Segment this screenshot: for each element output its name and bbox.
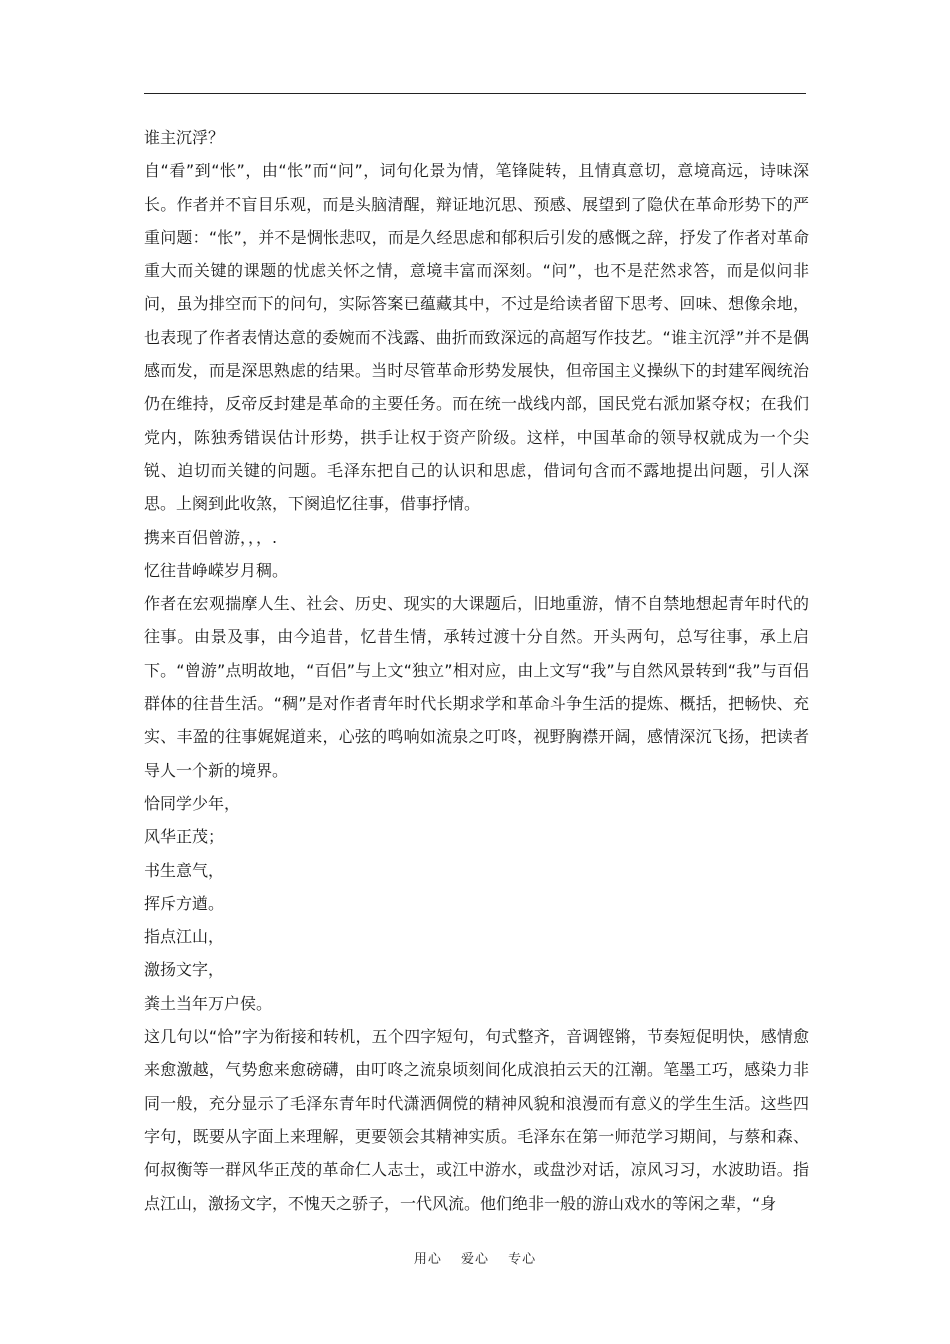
- paragraph: 谁主沉浮？: [144, 128, 225, 147]
- document-body: [144, 121, 809, 1220]
- paragraph: 挥斥方遒。: [144, 893, 225, 913]
- paragraph: 指点江山，: [144, 927, 225, 947]
- paragraph: 激扬文字，: [144, 960, 225, 980]
- paragraph: 自“看”到“怅”，由“怅”而“问”，词句化景为情，笔锋陡转，且情真意切，意境高远，诗味深长。作者并不盲目乐观，而是头脑清醒，辩证地沉思、预感、展望到了隐伏在革命形势下的严重问题：“怅”，并不是惆怅悲叹，而是久经思虑和郁积后引发的感慨之辞，抒发了作者对革命重大而关键的课题的忧虑关怀之情，意境丰富而深刻。“问”，也不是茫然求答，而是似问非问，虽为排空而下的问句，实际答案已蕴藏其中，不过是给读者留下思考、回味、想像余地，也表现了作者表情达意的委婉而不浅露、曲折而致深远的高超写作技艺。“谁主沉浮”并不是偶感而发，而是深思熟虑的结果。当时尽管革命形势发展快，但帝国主义操纵下的封建军阀统治仍在维持，反帝反封建是革命的主要任务。而在统一战线内部，国民党右派加紧夺权；在我们党内，陈独秀错误估计形势，拱手让权于资产阶级。这样，中国革命的领导权就成为一个尖锐、迫切而关键的问题。毛泽东把自己的认识和思虑，借词句含而不露地提出问题，引人深思。上阕到此收煞，下阕追忆往事，借事抒情。: [144, 161, 809, 514]
- paragraph: 风华正茂；: [144, 827, 225, 847]
- page-footer: 用心 爱心 专心: [413, 1252, 537, 1267]
- paragraph: 携来百侣曾游，，，.: [144, 527, 278, 547]
- header-rule: [144, 93, 806, 94]
- paragraph: 恰同学少年，: [144, 793, 241, 813]
- paragraph: 忆往昔峥嵘岁月稠。: [144, 560, 289, 580]
- paragraph: 书生意气，: [144, 860, 225, 880]
- paragraph: 这几句以“恰”字为衔接和转机，五个四字短句，句式整齐，音调铿锵，节奏短促明快，感情愈来愈激越，气势愈来愈磅礴，由叮咚之流泉顷刻间化成浪拍云天的江潮。笔墨工巧，感染力非同一般，充分显示了毛泽东青年时代潇洒倜傥的精神风貌和浪漫而有意义的学生生活。这些四字句，既要从字面上来理解，更要领会其精神实质。毛泽东在第一师范学习期间，与蔡和森、何叔衡等一群风华正茂的革命仁人志士，或江中游水，或盘沙对话，凉风习习，水波助语。指点江山，激扬文字，不愧天之骄子，一代风流。他们绝非一般的游山戏水的等闲之辈，“身: [144, 1027, 809, 1213]
- paragraph: 粪土当年万户侯。: [144, 993, 273, 1013]
- paragraph: 作者在宏观揣摩人生、社会、历史、现实的大课题后，旧地重游，情不自禁地想起青年时代的往事。由景及事，由今追昔，忆昔生情，承转过渡十分自然。开头两句，总写往事，承上启下。“曾游”点明故地，“百侣”与上文“独立”相对应，由上文写“我”与自然风景转到“我”与百侣群体的往昔生活。“稠”是对作者青年时代长期求学和革命斗争生活的提炼、概括，把畅快、充实、丰盈的往事娓娓道来，心弦的鸣响如流泉之叮咚，视野胸襟开阔，感情深沉飞扬，把读者导人一个新的境界。: [144, 594, 809, 780]
